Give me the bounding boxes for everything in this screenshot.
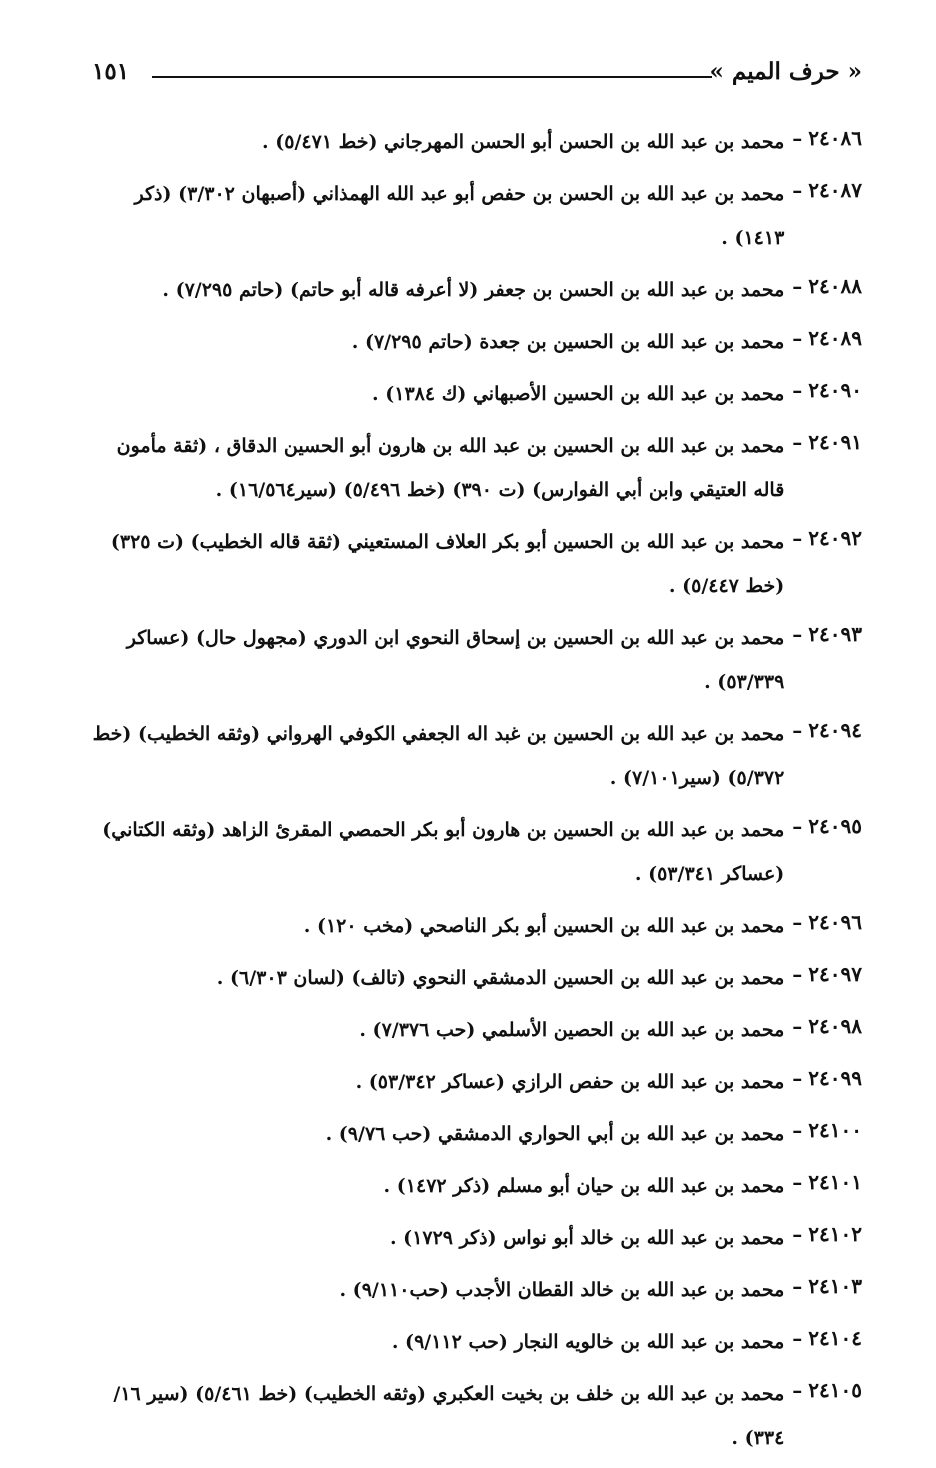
list-item — [80, 1372, 862, 1460]
entry-number: ٢٤١٠٣ — [808, 1274, 862, 1298]
list-item — [80, 372, 862, 416]
entry-separator: – — [792, 1118, 803, 1142]
entry-text: محمد بن عبد الله بن الحسين الدمشقي النحوي (تالف) (لسان ٦/٣٠٣) . — [216, 967, 785, 989]
list-item — [80, 904, 862, 948]
entry-separator: – — [792, 962, 803, 986]
list-item — [80, 520, 862, 608]
list-item — [80, 1268, 862, 1312]
entry-separator: – — [792, 274, 803, 298]
list-item — [80, 1008, 862, 1052]
entry-number: ٢٤٠٩٨ — [808, 1014, 862, 1038]
list-item — [80, 1216, 862, 1260]
entry-text: محمد بن عبد الله بن الحسين بن هارون أبو بكر الحمصي المقرئ الزاهد (وثقه الكتاني) (عساكر ٥٣/٣٤١) . — [102, 819, 785, 885]
entry-text: محمد بن عبد الله بن الحسن بن حفص أبو عبد الله الهمذاني (أصبهان ٣/٣٠٢) (ذكر ١٤١٣) . — [134, 183, 785, 249]
entry-separator: – — [792, 430, 803, 454]
entry-separator: – — [792, 126, 803, 150]
entry-text: محمد بن عبد الله بن خالويه النجار (حب ٩/١١٢) . — [391, 1331, 785, 1353]
entry-number: ٢٤١٠٠ — [808, 1118, 862, 1142]
entry-number: ٢٤١٠٤ — [808, 1326, 862, 1350]
entry-separator: – — [792, 178, 803, 202]
entry-separator: – — [792, 378, 803, 402]
list-item — [80, 1060, 862, 1104]
entry-number: ٢٤٠٨٦ — [808, 126, 862, 150]
entry-text: محمد بن عبد الله بن الحسن أبو الحسن المهرجاني (خط ٥/٤٧١) . — [262, 131, 785, 153]
entry-text: محمد بن عبد الله بن الحسين الأصبهاني (ك ١٣٨٤) . — [372, 383, 785, 405]
entries-list — [80, 120, 862, 1468]
entry-number: ٢٤٠٩٠ — [808, 378, 862, 402]
entry-text: محمد بن عبد الله بن الحسن بن جعفر (لا أعرفه قاله أبو حاتم) (حاتم ٧/٢٩٥) . — [162, 279, 785, 301]
list-item — [80, 320, 862, 364]
entry-text: محمد بن عبد الله بن الحسين بن جعدة (حاتم ٧/٢٩٥) . — [351, 331, 785, 353]
entry-number: ٢٤٠٩٦ — [808, 910, 862, 934]
entry-separator: – — [792, 326, 803, 350]
page-header — [92, 56, 862, 96]
entry-separator: – — [792, 526, 803, 550]
list-item — [80, 1112, 862, 1156]
list-item — [80, 120, 862, 164]
entry-separator: – — [792, 1274, 803, 1298]
entry-number: ٢٤٠٩١ — [808, 430, 862, 454]
entry-number: ٢٤٠٨٨ — [808, 274, 862, 298]
list-item — [80, 1320, 862, 1364]
list-item — [80, 712, 862, 800]
entry-separator: – — [792, 1014, 803, 1038]
entry-text: محمد بن عبد الله بن خالد أبو نواس (ذكر ١٧٢٩) . — [389, 1227, 785, 1249]
entry-separator: – — [792, 1170, 803, 1194]
entry-text: محمد بن عبد الله بن حيان أبو مسلم (ذكر ١٤٧٢) . — [383, 1175, 785, 1197]
entry-separator: – — [792, 910, 803, 934]
entry-number: ٢٤٠٨٩ — [808, 326, 862, 350]
chapter-title: « حرف الميم » — [709, 58, 862, 85]
entry-separator: – — [792, 814, 803, 838]
entry-number: ٢٤١٠١ — [808, 1170, 862, 1194]
entry-number: ٢٤٠٩٥ — [808, 814, 862, 838]
entry-separator: – — [792, 1326, 803, 1350]
page-number: ١٥١ — [92, 58, 130, 85]
entry-number: ٢٤٠٨٧ — [808, 178, 862, 202]
entry-number: ٢٤٠٩٧ — [808, 962, 862, 986]
entry-text: محمد بن عبد الله بن أبي الحواري الدمشقي (حب ٩/٧٦) . — [325, 1123, 785, 1145]
list-item — [80, 616, 862, 704]
entry-text: محمد بن عبد الله بن الحسين بن عبد الله بن هارون أبو الحسين الدقاق ، (ثقة مأمون قاله العتيقي وابن أبي الفوارس) (ت ٣٩٠) (خط ٥/٤٩٦) (سير١٦/٥٦٤) . — [116, 435, 785, 501]
list-item — [80, 956, 862, 1000]
entry-number: ٢٤١٠٢ — [808, 1222, 862, 1246]
list-item — [80, 1164, 862, 1208]
entry-text: محمد بن عبد الله بن الحسين بن غبد اله الجعفي الكوفي الهرواني (وثقه الخطيب) (خط ٥/٣٧٢) (سير٧/١٠١) . — [92, 723, 785, 789]
entry-number: ٢٤٠٩٩ — [808, 1066, 862, 1090]
entry-text: محمد بن عبد الله بن خالد القطان الأجدب (حب٩/١١٠) . — [339, 1279, 785, 1301]
entry-number: ٢٤٠٩٤ — [808, 718, 862, 742]
entry-number: ٢٤٠٩٢ — [808, 526, 862, 550]
entry-separator: – — [792, 622, 803, 646]
list-item — [80, 808, 862, 896]
list-item — [80, 268, 862, 312]
entry-separator: – — [792, 1378, 803, 1402]
list-item — [80, 424, 862, 512]
entry-text: محمد بن عبد الله بن الحصين الأسلمي (حب ٧/٣٧٦) . — [359, 1019, 785, 1041]
entry-number: ٢٤١٠٥ — [808, 1378, 862, 1402]
entry-separator: – — [792, 718, 803, 742]
entry-text: محمد بن عبد الله بن الحسين بن إسحاق النحوي ابن الدوري (مجهول حال) (عساكر ٥٣/٣٣٩) . — [126, 627, 785, 693]
entry-text: محمد بن عبد الله بن الحسين أبو بكر العلاف المستعيني (ثقة قاله الخطيب) (ت ٣٢٥) (خط ٥/٤٤٧) . — [110, 531, 785, 597]
entry-text: محمد بن عبد الله بن حفص الرازي (عساكر ٥٣/٣٤٢) . — [355, 1071, 785, 1093]
entry-number: ٢٤٠٩٣ — [808, 622, 862, 646]
entry-text: محمد بن عبد الله بن خلف بن بخيت العكبري (وثقه الخطيب) (خط ٥/٤٦١) (سير ١٦/ ٣٣٤) . — [113, 1383, 785, 1449]
header-rule — [152, 76, 712, 78]
entry-separator: – — [792, 1222, 803, 1246]
entry-separator: – — [792, 1066, 803, 1090]
list-item — [80, 172, 862, 260]
entry-text: محمد بن عبد الله بن الحسين أبو بكر الناصحي (مخب ١٢٠) . — [303, 915, 785, 937]
